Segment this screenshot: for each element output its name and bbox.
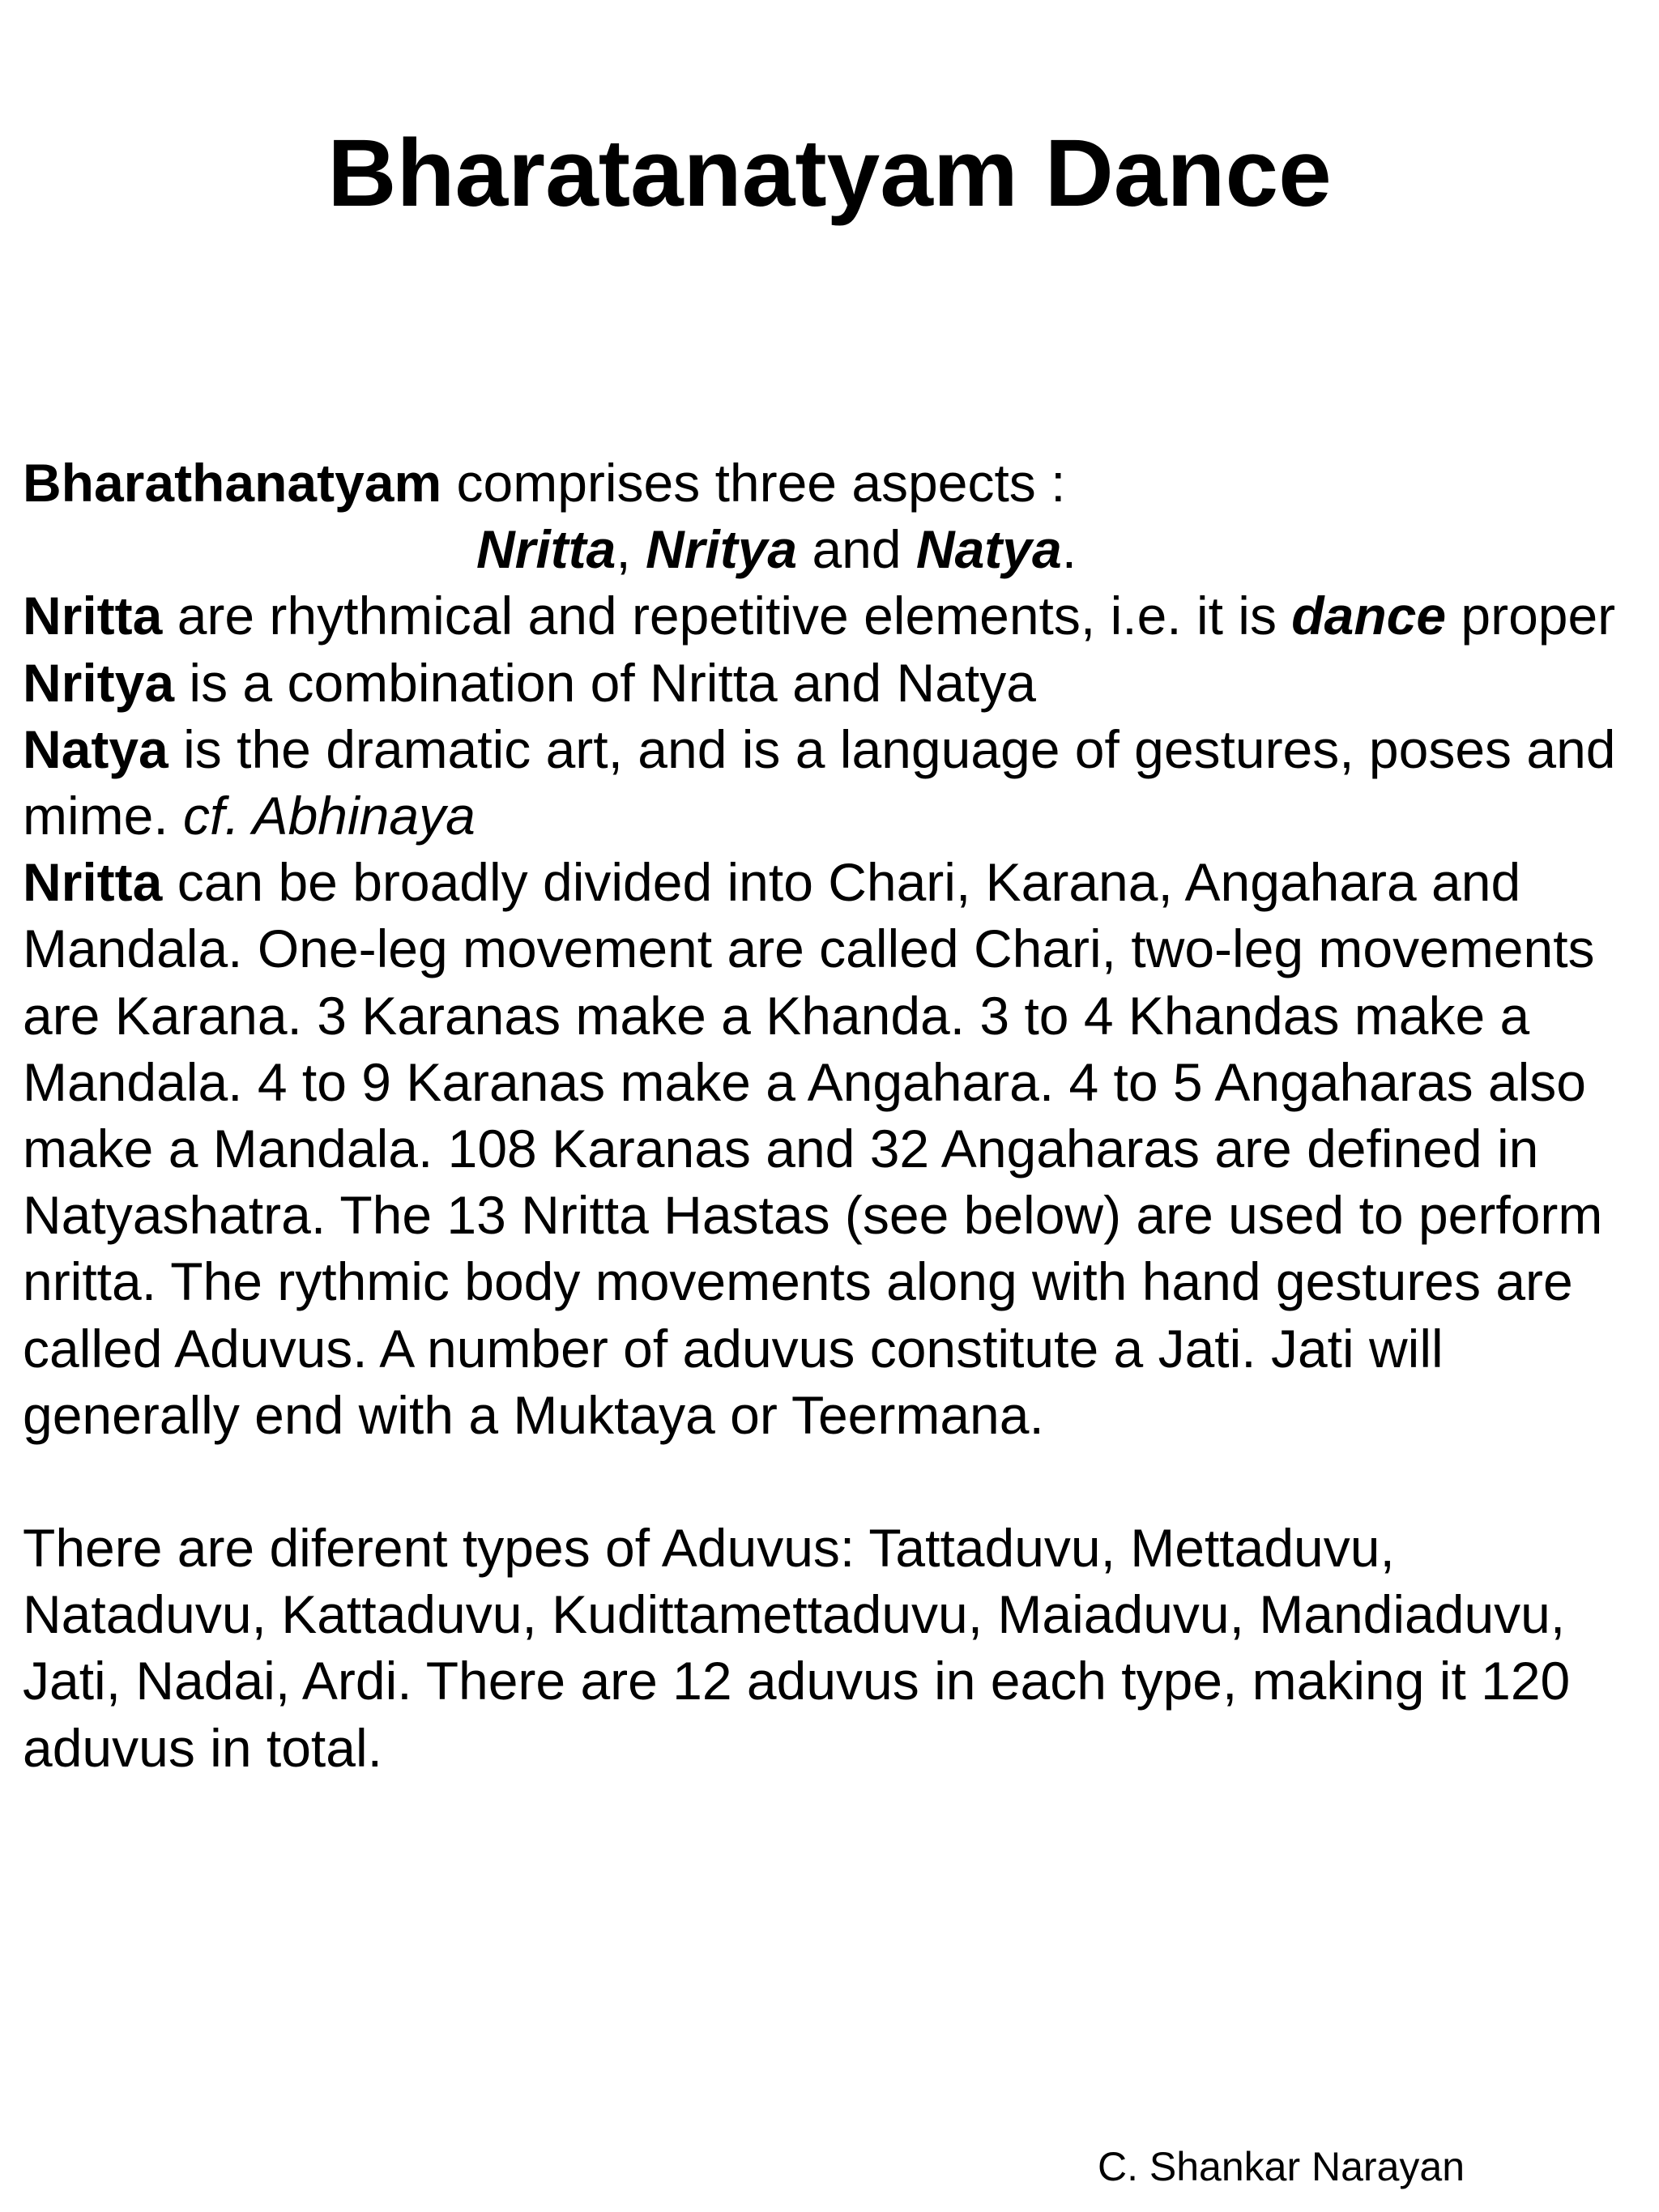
nritta-detail-paragraph: [23, 849, 1643, 1448]
term-nritta: Nritta: [23, 586, 163, 646]
intro-text: comprises three aspects :: [441, 453, 1066, 513]
nritya-def-text: is a combination of Nritta and Natya: [174, 652, 1036, 713]
nritya-definition: [23, 650, 1643, 716]
aspects-line: [23, 516, 1643, 582]
document-body: [23, 450, 1643, 1781]
nritta-detail-text: can be broadly divided into Chari, Karana, Angahara and Mandala. One-leg movement are called Chari, two-leg movements are Karana. 3 Karanas make a Khanda. 3 to 4 Khandas make a Mandala. 4 to 9 Karanas make a Angahara. 4 to 5 Angaharas also make a Mandala. 108 Karanas and 32 Angaharas are defined in Natyashatra. The 13 Nritta Hastas (see below) are used to perform nritta. The rythmic body movements along with hand gestures are called Aduvus. A number of aduvus constitute a Jati. Jati will generally end with a Muktaya or Teermana.: [23, 852, 1603, 1445]
page-title: Bharatanatyam Dance: [327, 120, 1332, 227]
natya-reference: cf. Abhinaya: [183, 786, 476, 846]
intro-paragraph: [23, 450, 1643, 582]
emphasis-dance: dance: [1291, 586, 1447, 646]
term-natya: Natya: [23, 718, 168, 779]
aspect-nritya: Nritya: [646, 519, 798, 580]
nritta-def-text-after: proper: [1446, 586, 1616, 646]
term-nritya: Nritya: [23, 652, 175, 713]
aspect-nritta: Nritta: [476, 519, 616, 580]
aspect-period: .: [1061, 519, 1077, 580]
aspect-and: and: [797, 519, 916, 580]
aspect-natya: Natya: [915, 519, 1062, 580]
nritta-def-text: are rhythmical and repetitive elements, i.e. it is: [162, 586, 1292, 646]
paragraph-gap: [23, 1448, 1643, 1515]
aspect-comma: ,: [616, 519, 646, 580]
nritta-definition: [23, 582, 1643, 649]
aduvus-paragraph: There are diferent types of Aduvus: Tattaduvu, Mettaduvu, Nataduvu, Kattaduvu, Kudittamettaduvu, Maiaduvu, Mandiaduvu, Jati, Nadai, Ardi. There are 12 aduvus in each type, making it 120 aduvus in total.: [23, 1518, 1571, 1778]
natya-def-text: is the dramatic art, and is a language of gestures, poses and mime.: [23, 718, 1616, 846]
author-name: C. Shankar Narayan: [1098, 2144, 1465, 2189]
term-bharathanatyam: Bharathanatyam: [23, 453, 442, 513]
term-nritta-detail: Nritta: [23, 852, 163, 913]
natya-definition: [23, 716, 1643, 849]
